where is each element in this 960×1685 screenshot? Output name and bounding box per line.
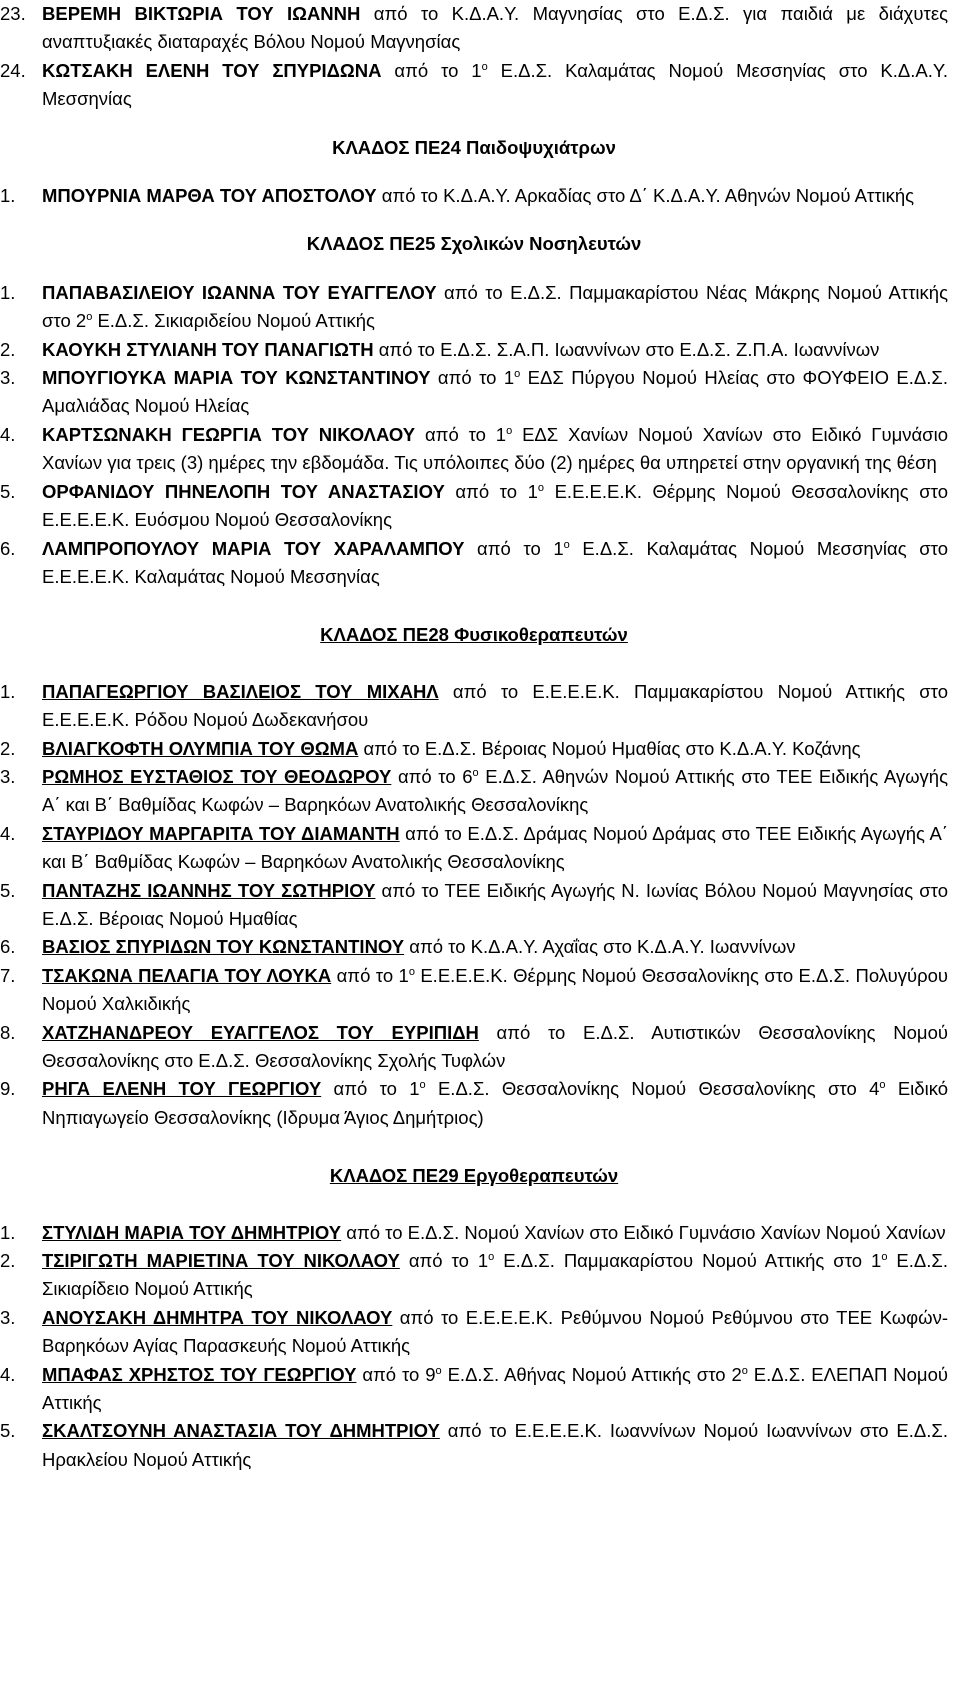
- section-item-list: [0, 678, 948, 1133]
- transfer-details: Ε.Ε.Ε.Ε.Κ. Θέρμης Νομού Θεσσαλονίκης στο Ε.Δ.Σ. Πολυγύρου Νομού Χαλκιδικής: [42, 964, 949, 1015]
- list-item: [0, 1417, 948, 1474]
- item-number: 1.: [0, 185, 16, 207]
- section-item-list: [0, 279, 948, 591]
- person-name: ΤΣΙΡΙΓΩΤΗ ΜΑΡΙΕΤΙΝΑ ΤΟΥ ΝΙΚΟΛΑΟΥ: [42, 1250, 400, 1272]
- transfer-details: ΕΔΣ Χανίων Νομού Χανίων στο Ειδικό Γυμνάσιο Χανίων για τρεις (3) ημέρες την εβδομάδα. Τις υπόλοιπες δύο (2) ημέρες θα υπηρετεί στην οργανική της θέση: [42, 423, 948, 474]
- item-number: 4.: [0, 423, 16, 445]
- ordinal-sup: ο: [472, 766, 479, 779]
- person-name: ΛΑΜΠΡΟΠΟΥΛΟΥ ΜΑΡΙΑ ΤΟΥ ΧΑΡΑΛΑΜΠΟΥ: [42, 537, 465, 559]
- item-number: 5.: [0, 480, 16, 502]
- transfer-details: Ε.Δ.Σ. Καλαμάτας Νομού Μεσσηνίας στο Ε.Ε.Ε.Ε.Κ. Καλαμάτας Νομού Μεσσηνίας: [42, 537, 948, 587]
- person-name: ΣΤΥΛΙΔΗ ΜΑΡΙΑ ΤΟΥ ΔΗΜΗΤΡΙΟΥ: [42, 1221, 342, 1243]
- transfer-details: από το Κ.Δ.Α.Υ. Αχαΐας στο Κ.Δ.Α.Υ. Ιωαννίνων: [404, 936, 796, 958]
- item-number: 1.: [0, 281, 16, 303]
- item-number: 1.: [0, 1221, 16, 1243]
- item-number: 3.: [0, 765, 16, 787]
- item-number: 4.: [0, 822, 16, 844]
- ordinal-sup: ο: [879, 1079, 886, 1092]
- list-item: [0, 57, 948, 114]
- person-name: ΣΤΑΥΡΙΔΟΥ ΜΑΡΓΑΡΙΤΑ ΤΟΥ ΔΙΑΜΑΝΤΗ: [42, 822, 400, 844]
- item-text: [42, 1417, 948, 1474]
- item-text: [42, 535, 948, 592]
- item-number: 24.: [0, 59, 26, 81]
- transfer-details: από το 1: [430, 367, 515, 389]
- item-text: [42, 735, 948, 763]
- list-item: [0, 1075, 948, 1132]
- transfer-details: Ειδικό Νηπιαγωγείο Θεσσαλονίκης (Ιδρυμα Άγιος Δημήτριος): [42, 1078, 949, 1128]
- list-item: [0, 735, 948, 763]
- ordinal-sup: ο: [506, 424, 513, 437]
- list-item: [0, 678, 948, 735]
- ordinal-sup: ο: [419, 1079, 426, 1092]
- ordinal-sup: ο: [514, 368, 521, 381]
- item-text: [42, 478, 948, 535]
- transfer-details: από το Ε.Δ.Σ. Παμμακαρίστου Νέας Μάκρης Νομού Αττικής στο 2: [42, 281, 948, 332]
- transfer-details: Ε.Δ.Σ. Σικιαριδείου Νομού Αττικής: [92, 310, 375, 332]
- person-name: ΣΚΑΛΤΣΟΥΝΗ ΑΝΑΣΤΑΣΙΑ ΤΟΥ ΔΗΜΗΤΡΙΟΥ: [42, 1420, 440, 1442]
- ordinal-sup: ο: [488, 1251, 495, 1264]
- item-text: [42, 877, 948, 934]
- transfer-details: Ε.Δ.Σ. Αθηνών Νομού Αττικής στο ΤΕΕ Ειδικής Αγωγής Α΄ και Β΄ Βαθμίδας Κωφών – Βαρηκόων Ανατολικής Θεσσαλονίκης: [42, 765, 948, 816]
- transfer-details: από το Ε.Δ.Σ. Σ.Α.Π. Ιωαννίνων στο Ε.Δ.Σ. Ζ.Π.Α. Ιωαννίνων: [373, 338, 880, 360]
- list-item: [0, 820, 948, 877]
- list-item: [0, 182, 948, 210]
- person-name: ΠΑΝΤΑΖΗΣ ΙΩΑΝΝΗΣ ΤΟΥ ΣΩΤΗΡΙΟΥ: [42, 879, 376, 901]
- transfer-details: από το Ε.Δ.Σ. Νομού Χανίων στο Ειδικό Γυμνάσιο Χανίων Νομού Χανίων: [341, 1221, 946, 1243]
- item-number: 5.: [0, 879, 16, 901]
- ordinal-sup: ο: [408, 965, 415, 978]
- transfer-details: από το Κ.Δ.Α.Υ. Μαγνησίας στο Ε.Δ.Σ. για παιδιά με διάχυτες αναπτυξιακές διαταραχές Βόλου Νομού Μαγνησίας: [42, 3, 948, 53]
- transfer-details: Ε.Δ.Σ. Παμμακαρίστου Νομού Αττικής στο 1: [494, 1250, 882, 1272]
- item-text: [42, 279, 948, 336]
- transfer-details: από το Ε.Δ.Σ. Βέροιας Νομού Ημαθίας στο Κ.Δ.Α.Υ. Κοζάνης: [358, 737, 861, 759]
- person-name: ΒΑΣΙΟΣ ΣΠΥΡΙΔΩΝ ΤΟΥ ΚΩΝΣΤΑΝΤΙΝΟΥ: [42, 936, 405, 958]
- person-name: ΑΝΟΥΣΑΚΗ ΔΗΜΗΤΡΑ ΤΟΥ ΝΙΚΟΛΑΟΥ: [42, 1306, 393, 1328]
- item-number: 4.: [0, 1363, 16, 1385]
- person-name: ΚΑΡΤΣΩΝΑΚΗ ΓΕΩΡΓΙΑ ΤΟΥ ΝΙΚΟΛΑΟΥ: [42, 423, 416, 445]
- item-number: 3.: [0, 1306, 16, 1328]
- transfer-details: από το ΤΕΕ Ειδικής Αγωγής Ν. Ιωνίας Βόλου Νομού Μαγνησίας στο Ε.Δ.Σ. Βέροιας Νομού Ημαθίας: [42, 879, 948, 929]
- section-heading: ΚΛΑΔΟΣ ΠΕ28 Φυσικοθεραπευτών: [320, 624, 628, 646]
- list-item: [0, 933, 948, 961]
- item-text: [42, 1219, 948, 1247]
- transfer-details: από το 1: [381, 59, 482, 81]
- item-number: 6.: [0, 936, 16, 958]
- person-name: ΧΑΤΖΗΑΝΔΡΕΟΥ ΕΥΑΓΓΕΛΟΣ ΤΟΥ ΕΥΡΙΠΙΔΗ: [42, 1021, 479, 1043]
- ordinal-sup: ο: [86, 311, 93, 324]
- item-text: [42, 1304, 948, 1361]
- ordinal-sup: ο: [563, 538, 570, 551]
- transfer-details: από το 6: [391, 765, 473, 787]
- person-name: ΜΠΟΥΡΝΙΑ ΜΑΡΘΑ ΤΟΥ ΑΠΟΣΤΟΛΟΥ: [42, 185, 377, 207]
- item-text: [42, 421, 948, 478]
- item-text: [42, 1075, 948, 1132]
- transfer-details: από το 1: [331, 964, 409, 986]
- item-text: [42, 1019, 948, 1076]
- person-name: ΜΠΑΦΑΣ ΧΡΗΣΤΟΣ ΤΟΥ ΓΕΩΡΓΙΟΥ: [42, 1363, 357, 1385]
- transfer-details: από το Κ.Δ.Α.Υ. Αρκαδίας στο Δ΄ Κ.Δ.Α.Υ. Αθηνών Νομού Αττικής: [376, 185, 915, 207]
- transfer-details: Ε.Δ.Σ. Καλαμάτας Νομού Μεσσηνίας στο Κ.Δ.Α.Υ. Μεσσηνίας: [42, 59, 948, 110]
- list-item: [0, 478, 948, 535]
- person-name: ΒΕΡΕΜΗ ΒΙΚΤΩΡΙΑ ΤΟΥ ΙΩΑΝΝΗ: [42, 3, 361, 24]
- item-number: 2.: [0, 1250, 16, 1272]
- list-item: [0, 1019, 948, 1076]
- person-name: ΡΗΓΑ ΕΛΕΝΗ ΤΟΥ ΓΕΩΡΓΙΟΥ: [42, 1078, 322, 1100]
- item-text: [42, 1247, 948, 1304]
- person-name: ΒΛΙΑΓΚΟΦΤΗ ΟΛΥΜΠΙΑ ΤΟΥ ΘΩΜΑ: [42, 737, 359, 759]
- list-item: [0, 877, 948, 934]
- item-number: 23.: [0, 3, 26, 24]
- item-text: [42, 820, 948, 877]
- person-name: ΟΡΦΑΝΙΔΟΥ ΠΗΝΕΛΟΠΗ ΤΟΥ ΑΝΑΣΤΑΣΙΟΥ: [42, 480, 445, 502]
- section-heading: ΚΛΑΔΟΣ ΠΕ24 Παιδοψυχιάτρων: [332, 136, 616, 158]
- item-number: 9.: [0, 1078, 16, 1100]
- list-item: [0, 962, 948, 1019]
- item-number: 5.: [0, 1420, 16, 1442]
- item-number: 8.: [0, 1021, 16, 1043]
- item-text: [42, 763, 948, 820]
- item-text: [42, 962, 948, 1019]
- list-item: [0, 1361, 948, 1418]
- item-number: 3.: [0, 367, 16, 389]
- transfer-details: από το Ε.Δ.Σ. Αυτιστικών Θεσσαλονίκης Νομού Θεσσαλονίκης στο Ε.Δ.Σ. Θεσσαλονίκης Σχολής Τυφλών: [42, 1021, 948, 1071]
- transfer-details: από το Ε.Δ.Σ. Δράμας Νομού Δράμας στο ΤΕΕ Ειδικής Αγωγής Α΄ και Β΄ Βαθμίδας Κωφών – Βαρηκόων Ανατολικής Θεσσαλονίκης: [42, 822, 948, 873]
- list-item: [0, 364, 948, 421]
- transfer-details: από το 1: [399, 1250, 489, 1272]
- section-heading: ΚΛΑΔΟΣ ΠΕ29 Εργοθεραπευτών: [329, 1165, 619, 1187]
- list-item: [0, 1247, 948, 1304]
- list-item: [0, 0, 948, 57]
- person-name: ΜΠΟΥΓΙΟΥΚΑ ΜΑΡΙΑ ΤΟΥ ΚΩΝΣΤΑΝΤΙΝΟΥ: [42, 367, 431, 389]
- sections-container: [0, 134, 948, 1475]
- list-item: [0, 763, 948, 820]
- ordinal-sup: ο: [435, 1364, 442, 1377]
- ordinal-sup: ο: [881, 1251, 888, 1264]
- item-text: [42, 0, 948, 57]
- item-text: [42, 933, 948, 961]
- item-text: [42, 678, 948, 735]
- item-text: [42, 182, 948, 210]
- section-item-list: [0, 1219, 948, 1475]
- transfer-details: από το 1: [444, 480, 538, 502]
- transfer-details: από το 1: [321, 1078, 420, 1100]
- transfer-details: από το Ε.Ε.Ε.Ε.Κ. Παμμακαρίστου Νομού Αττικής στο Ε.Ε.Ε.Ε.Κ. Ρόδου Νομού Δωδεκανήσου: [42, 680, 948, 731]
- item-number: 6.: [0, 537, 16, 559]
- item-text: [42, 1361, 948, 1418]
- list-item: [0, 421, 948, 478]
- item-number: 2.: [0, 338, 16, 360]
- transfer-details: Ε.Δ.Σ. Θεσσαλονίκης Νομού Θεσσαλονίκης στο 4: [425, 1078, 880, 1100]
- transfer-details: από το 1: [415, 423, 507, 445]
- ordinal-sup: ο: [537, 481, 545, 494]
- person-name: ΚΑΟΥΚΗ ΣΤΥΛΙΑΝΗ ΤΟΥ ΠΑΝΑΓΙΩΤΗ: [42, 338, 374, 360]
- item-number: 2.: [0, 737, 16, 759]
- list-item: [0, 336, 948, 364]
- transfer-details: Ε.Δ.Σ. ΕΛΕΠΑΠ Νομού Αττικής: [42, 1363, 948, 1414]
- item-number: 7.: [0, 964, 16, 986]
- transfer-details: Ε.Δ.Σ. Αθήνας Νομού Αττικής στο 2: [441, 1363, 742, 1385]
- items-continued-list: [0, 0, 948, 114]
- person-name: ΚΩΤΣΑΚΗ ΕΛΕΝΗ ΤΟΥ ΣΠΥΡΙΔΩΝΑ: [42, 59, 382, 81]
- transfer-details: ΕΔΣ Πύργου Νομού Ηλείας στο ΦΟΥΦΕΙΟ Ε.Δ.Σ. Αμαλιάδας Νομού Ηλείας: [42, 367, 948, 417]
- transfer-details: από το Ε.Ε.Ε.Ε.Κ. Ρεθύμνου Νομού Ρεθύμνου στο ΤΕΕ Κωφών- Βαρηκόων Αγίας Παρασκευής Νομού Αττικής: [42, 1306, 949, 1357]
- ordinal-sup: ο: [741, 1364, 748, 1377]
- item-text: [42, 364, 948, 421]
- item-number: 1.: [0, 680, 16, 702]
- list-item: [0, 279, 948, 336]
- item-text: [42, 336, 948, 364]
- section-heading: ΚΛΑΔΟΣ ΠΕ25 Σχολικών Νοσηλευτών: [306, 233, 642, 255]
- person-name: ΡΩΜΗΟΣ ΕΥΣΤΑΘΙΟΣ ΤΟΥ ΘΕΟΔΩΡΟΥ: [42, 765, 392, 787]
- ordinal-sup: ο: [481, 60, 488, 73]
- person-name: ΠΑΠΑΒΑΣΙΛΕΙΟΥ ΙΩΑΝΝΑ ΤΟΥ ΕΥΑΓΓΕΛΟΥ: [42, 281, 437, 303]
- transfer-details: από το Ε.Ε.Ε.Ε.Κ. Ιωαννίνων Νομού Ιωαννίνων στο Ε.Δ.Σ. Ηρακλείου Νομού Αττικής: [42, 1420, 948, 1470]
- list-item: [0, 1304, 948, 1361]
- list-item: [0, 1219, 948, 1247]
- transfer-details: Ε.Ε.Ε.Ε.Κ. Θέρμης Νομού Θεσσαλονίκης στο Ε.Ε.Ε.Ε.Κ. Ευόσμου Νομού Θεσσαλονίκης: [42, 480, 948, 531]
- section-item-list: [0, 182, 948, 210]
- person-name: ΠΑΠΑΓΕΩΡΓΙΟΥ ΒΑΣΙΛΕΙΟΣ ΤΟΥ ΜΙΧΑΗΛ: [42, 680, 439, 702]
- list-item: [0, 535, 948, 592]
- transfer-details: από το 1: [464, 537, 564, 559]
- item-text: [42, 57, 948, 114]
- person-name: ΤΣΑΚΩΝΑ ΠΕΛΑΓΙΑ ΤΟΥ ΛΟΥΚΑ: [42, 964, 332, 986]
- transfer-details: από το 9: [356, 1363, 436, 1385]
- transfer-details: Ε.Δ.Σ. Σικιαρίδειο Νομού Αττικής: [42, 1250, 948, 1300]
